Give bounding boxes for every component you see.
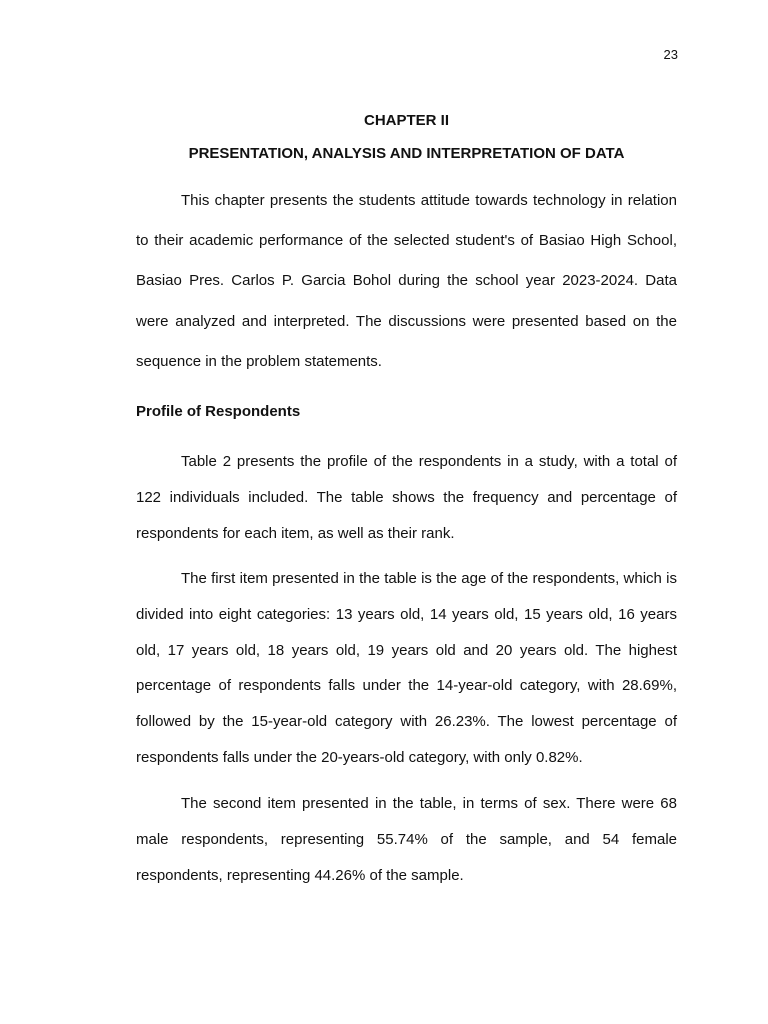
intro-paragraph: This chapter presents the students attitude towards technology in relation to their academic performance of the selected student's of Basiao High School, Basiao Pres. Carlos P. Garcia Bohol during the school year 2023-2024. Data were analyzed and interpreted. The discussions were presented based on the sequence in the problem statements.	[136, 192, 677, 370]
chapter-title: CHAPTER II	[363, 112, 449, 129]
paragraph-table-overview: Table 2 presents the profile of the respondents in a study, with a total of 122 individuals included. The table shows the frequency and percentage of respondents for each item, as well as their rank.	[136, 453, 677, 542]
paragraph-sex: The second item presented in the table, in terms of sex. There were 68 male respondents, representing 55.74% of the sample, and 54 female respondents, representing 44.26% of the sample.	[136, 795, 677, 884]
section-heading: Profile of Respondents	[136, 403, 301, 420]
paragraph-age: The first item presented in the table is the age of the respondents, which is divided into eight categories: 13 years old, 14 years old, 15 years old, 16 years old, 17 years old, 18 years old, 19 years old and 20 years old. The highest percentage of respondents falls under the 14-year-old category, with 28.69%, followed by the 15-year-old category with 26.23%. The lowest percentage of respondents falls under the 20-years-old category, with only 0.82%.	[136, 570, 677, 766]
chapter-subtitle: PRESENTATION, ANALYSIS AND INTERPRETATION OF DATA	[188, 145, 625, 162]
page-number: 23	[663, 47, 678, 62]
